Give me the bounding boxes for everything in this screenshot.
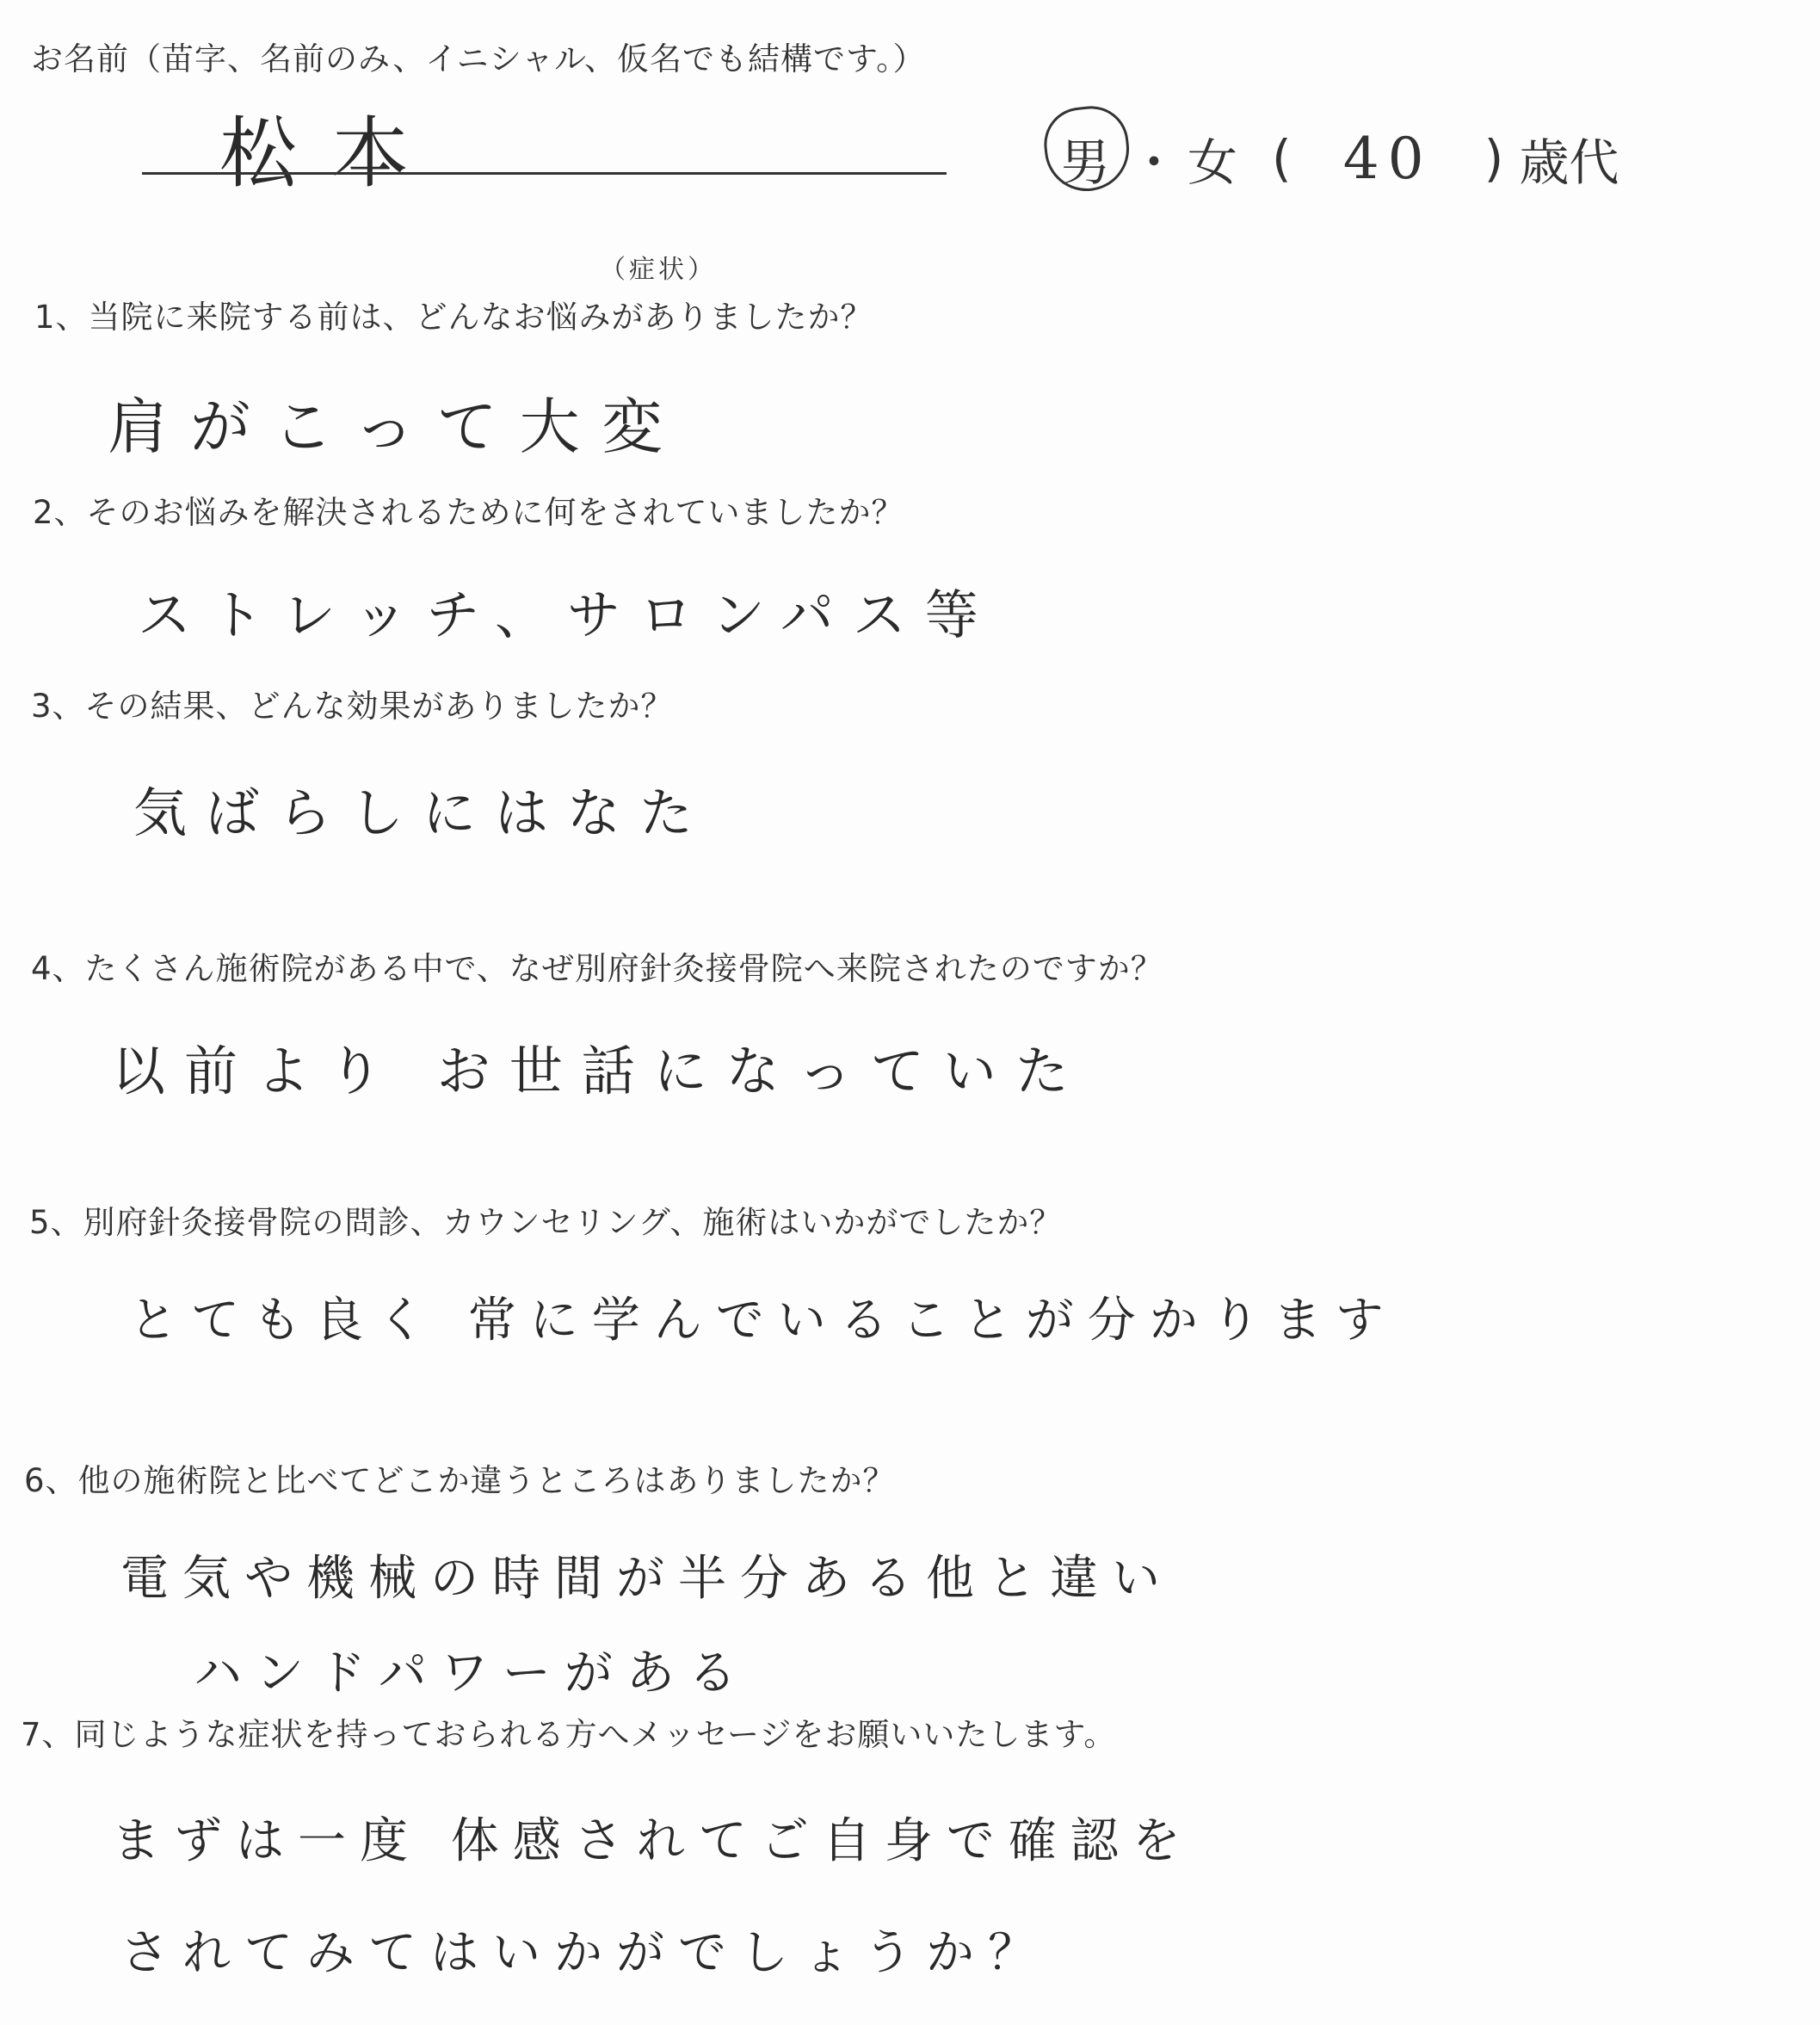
name-value: 松本 (219, 108, 443, 199)
question-4-label: 4、たくさん施術院がある中で、なぜ別府針灸接骨院へ来院されたのですか？ (31, 950, 1163, 987)
question-7-answer-line-2: されてみてはいかがでしょうか？ (120, 1925, 1050, 1981)
question-6-answer-line-1: 電気や機械の時間が半分ある他と違い (120, 1551, 1174, 1607)
question-1-label: 1、当院に来院する前は、どんなお悩みがありましたか？ (34, 299, 873, 336)
question-2-label: 2、そのお悩みを解決されるために何をされていましたか？ (33, 494, 904, 531)
question-6-label: 6、他の施術院と比べてどこか違うところはありましたか？ (24, 1462, 896, 1499)
question-4-answer: 以前より お世話になっていた (112, 1040, 1088, 1102)
question-5-answer: とても良く 常に学んでいることが分かります (129, 1293, 1397, 1349)
question-2-answer: ストレッチ、サロンパス等 (138, 583, 997, 646)
question-6-answer-line-2: ハンドパワーがある (194, 1645, 750, 1701)
question-7-answer-line-1: まずは一度 体感されてご自身で確認を (112, 1813, 1194, 1869)
gender-male-option (1050, 120, 1120, 196)
question-1-annotation: （症状） (600, 255, 717, 285)
question-7-label: 7、同じような症状を持っておられる方へメッセージをお願いいたします。 (21, 1716, 1117, 1753)
gender-selected-circle (1040, 102, 1133, 195)
question-3-label: 3、その結果、どんな効果がありましたか？ (31, 688, 674, 725)
question-5-label: 5、別府針灸接骨院の問診、カウンセリング、施術はいかがでしたか？ (29, 1204, 1063, 1241)
gender-female-option: 女 (1188, 133, 1238, 192)
gender-male-label: 男 (1060, 133, 1111, 192)
name-prompt: お名前（苗字、名前のみ、イニシャル、仮名でも結構です。） (31, 40, 926, 77)
question-1-answer: 肩がこって大変 (108, 392, 685, 462)
age-value: 40 (1342, 125, 1433, 192)
gender-age-row (1050, 120, 1619, 196)
gender-separator: ・ (1129, 133, 1180, 192)
age-suffix: 歳代 (1519, 133, 1619, 192)
age-close-paren: ) (1484, 129, 1504, 188)
name-underline (142, 172, 947, 175)
question-3-answer: 気ばらしにはなた (133, 781, 713, 844)
age-open-paren: ( (1272, 129, 1292, 188)
